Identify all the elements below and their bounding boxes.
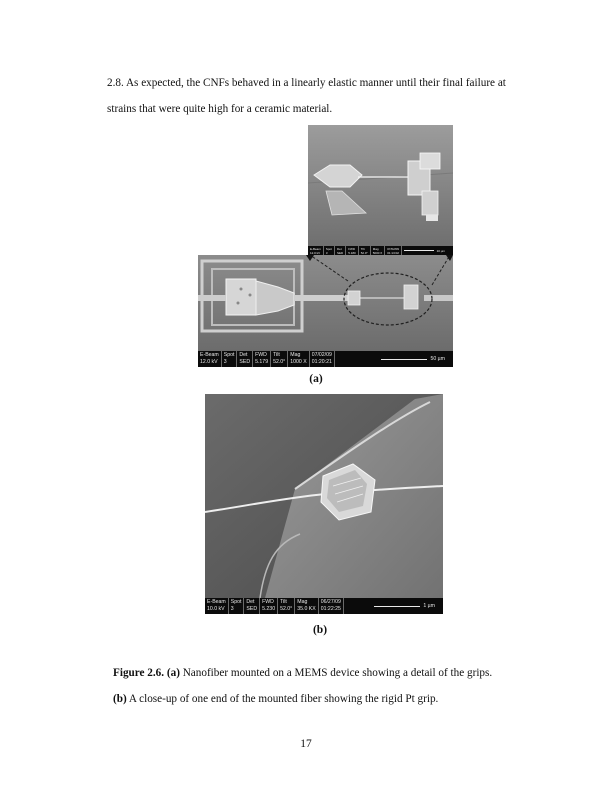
mems-device-graphic [198, 255, 453, 351]
sem-image-a-inset [308, 125, 453, 255]
figure-caption-a-text: Nanofiber mounted on a MEMS device showing a detail of the grips. [179, 667, 493, 679]
figure-caption [113, 660, 543, 712]
figure-a-label: (a) [309, 373, 323, 385]
figure-caption-b-text: A close-up of one end of the mounted fiber showing the rigid Pt grip. [126, 693, 439, 705]
figure-caption-a-marker: (a) [166, 667, 180, 679]
sem-databar-inset: E-Beam 12.0 kV Spot 3 Det SED FWD 5.180 Tilt 52.0° Mag 5000 X 07/02/09 01:13:02 10 µm [308, 246, 453, 255]
mems-grip-inset-graphic [308, 125, 453, 246]
figure-caption-label: Figure 2.6. [113, 667, 165, 679]
sem-databar-b: E-Beam 10.0 kV Spot 3 Det SED FWD 5.230 Tilt 52.0° Mag 35.0 KX 06/27/09 01:22:25 1 µm [205, 598, 443, 614]
pt-grip-closeup-graphic [205, 394, 443, 598]
sem-image-b [205, 394, 443, 614]
sem-image-a-main [198, 255, 453, 367]
sem-databar-a: E-Beam 12.0 kV Spot 3 Det SED FWD 5.179 Tilt 52.0° Mag 1000 X 07/02/09 01:20:21 50 µm [198, 351, 453, 367]
body-line-1: 2.8. As expected, the CNFs behaved in a linearly elastic manner until their final failure at [107, 77, 506, 89]
figure-b-label: (b) [312, 624, 328, 636]
body-line-2: strains that were quite high for a ceramic material. [107, 103, 333, 115]
body-paragraph [107, 70, 527, 122]
figure-caption-b-marker: (b) [113, 693, 127, 705]
page-number: 17 [300, 738, 312, 750]
